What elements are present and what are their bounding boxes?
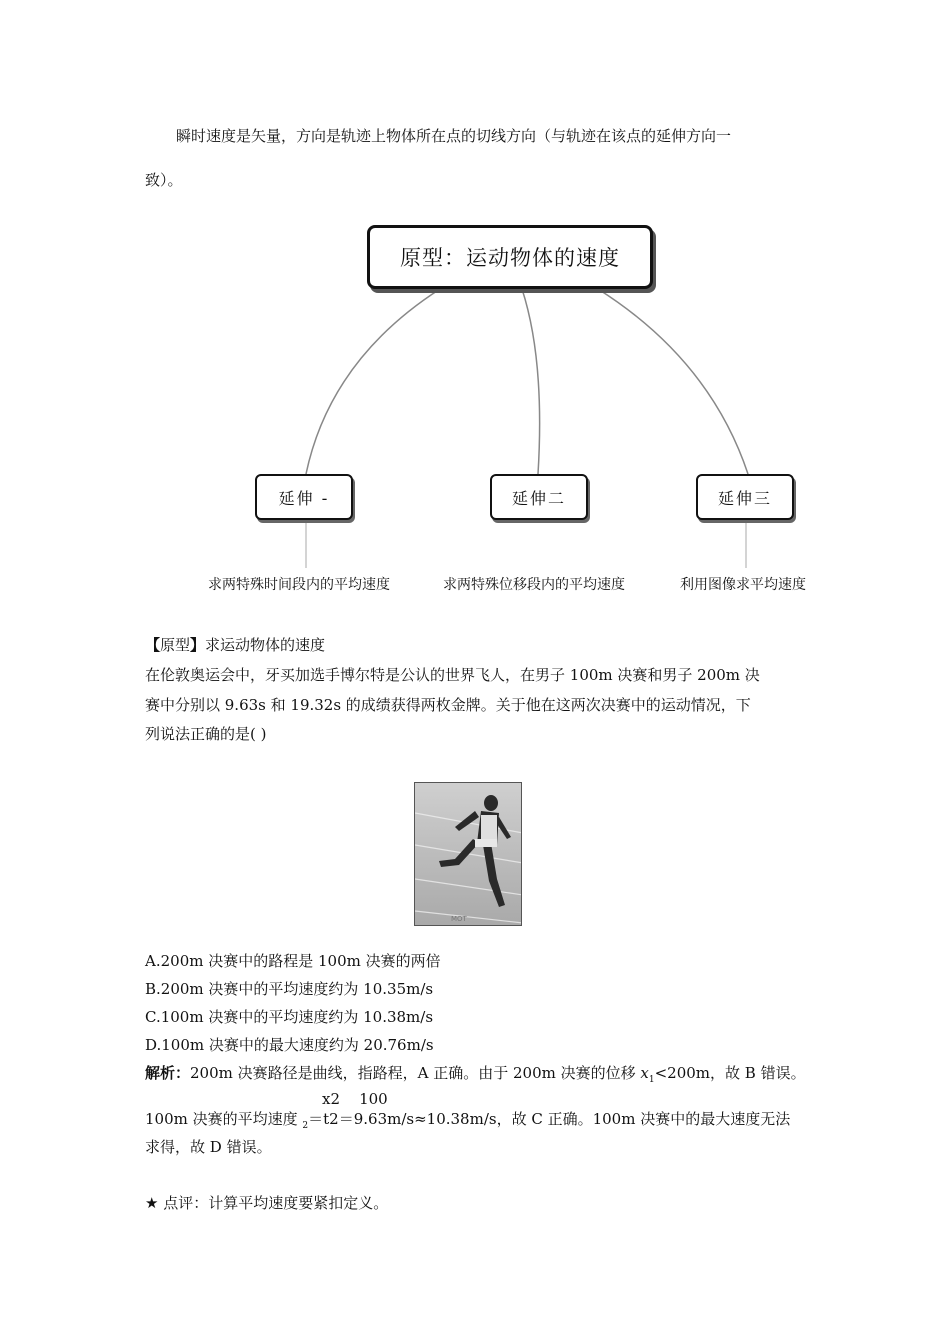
question-line-1: 在伦敦奥运会中，牙买加选手博尔特是公认的世界飞人，在男子 100m 决赛和男子 200m 决 xyxy=(145,666,760,684)
analysis-line-3: 求得，故 D 错误。 xyxy=(145,1138,272,1156)
diagram-label-3: 利用图像求平均速度 xyxy=(680,577,806,593)
analysis-text-2: 100m 决赛的平均速度 xyxy=(145,1110,303,1128)
question-line-3: 列说法正确的是( ) xyxy=(145,725,267,743)
sprinter-photo xyxy=(414,782,522,926)
star-icon: ★ xyxy=(145,1194,159,1212)
heading-bracket-open: 【 xyxy=(145,636,161,654)
option-a: A.200m 决赛中的路程是 100m 决赛的两倍 xyxy=(145,952,441,970)
intro-line-1: 瞬时速度是矢量，方向是轨迹上物体所在点的切线方向（与轨迹在该点的延伸方向一 xyxy=(176,127,732,145)
analysis-line-2 xyxy=(145,1108,790,1131)
diagram-node-extension-3: 延伸三 xyxy=(696,474,794,520)
connector-right xyxy=(598,289,748,474)
analysis-var-x: x xyxy=(640,1064,649,1082)
intro-line-2: 致）。 xyxy=(145,171,183,189)
diagram-root-node: 原型：运动物体的速度 xyxy=(367,225,653,289)
svg-text:MOT: MOT xyxy=(451,915,467,923)
comment-text: 点评：计算平均速度要紧扣定义。 xyxy=(158,1194,389,1212)
diagram-label-1: 求两特殊时间段内的平均速度 xyxy=(208,577,390,593)
analysis-sub-1: 1 xyxy=(648,1075,655,1085)
analysis-line-1 xyxy=(145,1062,806,1085)
diagram-node-extension-1: 延伸 - xyxy=(255,474,353,520)
diagram-label-2: 求两特殊位移段内的平均速度 xyxy=(443,577,625,593)
option-b: B.200m 决赛中的平均速度约为 10.35m/s xyxy=(145,980,434,998)
analysis-sub-2: 2 xyxy=(302,1121,309,1131)
analysis-text-1: 200m 决赛路径是曲线，指路程，A 正确。由于 200m 决赛的位移 xyxy=(190,1064,641,1082)
question-line-2: 赛中分别以 9.63s 和 19.32s 的成绩获得两枚金牌。关于他在这两次决赛中的运动情况，下 xyxy=(145,696,751,714)
option-c: C.100m 决赛中的平均速度约为 10.38m/s xyxy=(145,1008,434,1026)
fraction-numerators: x2 100 xyxy=(322,1090,388,1108)
comment-line xyxy=(145,1192,388,1213)
diagram-node-extension-2: 延伸二 xyxy=(490,474,588,520)
connector-left xyxy=(306,289,440,474)
analysis-tail-2: ＝t2＝9.63m/s≈10.38m/s，故 C 正确。100m 决赛中的最大速度无法 xyxy=(308,1110,791,1128)
option-d: D.100m 决赛中的最大速度约为 20.76m/s xyxy=(145,1036,434,1054)
concept-diagram xyxy=(0,0,950,640)
analysis-tail-1: <200m，故 B 错误。 xyxy=(654,1064,806,1082)
heading-bracket-close: 】 xyxy=(190,636,206,654)
analysis-label: 解析： xyxy=(145,1064,191,1082)
heading-word: 原型 xyxy=(160,636,191,654)
diagram-connectors xyxy=(0,0,950,640)
section-heading xyxy=(145,634,325,655)
connector-middle xyxy=(522,289,540,474)
heading-text: 求运动物体的速度 xyxy=(205,636,326,654)
